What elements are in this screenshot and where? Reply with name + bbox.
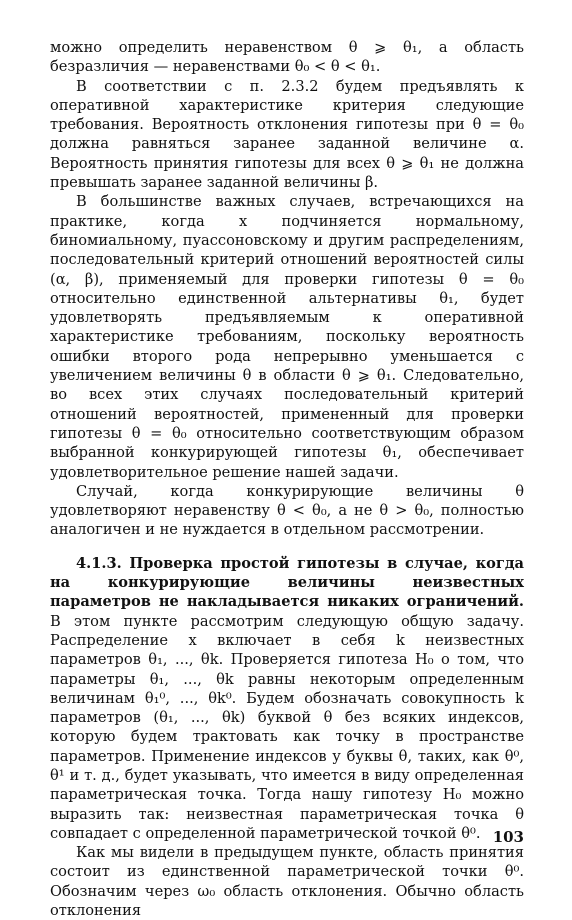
section-title: 4.1.3. Проверка простой гипотезы в случае, когда на конкурирующие величины неизвестных параметров не накладывается никаких ограничений. — [50, 554, 524, 611]
section-text: В этом пункте рассмотрим следующую общую задачу. Распределение x включает в себя k неизвестных параметров θ₁, ..., θk. Проверяется гипотеза H₀ о том, что параметры θ₁, ..., θk равны некоторым определенным величинам θ₁⁰, ..., θk⁰. Будем обозначать совокупность k параметров (θ₁, ..., θk) буквой θ без всяких индексов, которую будем трактовать как точку в пространстве параметров. Применение индексов у буквы θ, таких, как θ⁰, θ¹ и т. д., будет указывать, что имеется в виду определенная параметрическая точка. Тогда нашу гипотезу H₀ можно выразить так: неизвестная параметрическая точка θ совпадает с определенной параметрической точкой θ⁰. — [50, 612, 524, 842]
section-spacer — [50, 540, 524, 554]
paragraph-indifference-zone: можно определить неравенством θ ⩾ θ₁, а область безразличия — неравенствами θ₀ < θ < θ₁. — [50, 39, 524, 76]
paragraph-symmetric-case: Случай, когда конкурирующие величины θ удовлетворяют неравенству θ < θ₀, а не θ > θ₀, полностью аналогичен и не нуждается в отдельном рассмотрении. — [50, 482, 524, 539]
paragraph-acceptance-region: Как мы видели в предыдущем пункте, область принятия состоит из единственной параметрической точки θ⁰. Обозначим через ω₀ область отклонения. Обычно область отклонения — [50, 844, 524, 920]
paragraph-requirements: В соответствии с п. 2.3.2 будем предъявлять к оперативной характеристике критерия следующие требования. Вероятность отклонения гипотезы при θ = θ₀ должна равняться заранее заданной величине α. Вероятность принятия гипотезы для всех θ ⩾ θ₁ не должна превышать заранее заданной величины β. — [50, 77, 524, 192]
section-4-1-3 — [50, 554, 524, 843]
page-number: 103 — [492, 828, 524, 846]
paragraph-sequential-test: В большинстве важных случаев, встречающихся на практике, когда x подчиняется нормальному, биномиальному, пуассоновскому и другим распределениям, последовательный критерий отношений вероятностей силы (α, β), применяемый для проверки гипотезы θ = θ₀ относительно единственной альтернативы θ₁, будет удовлетворять предъявляемым к оперативной характеристике требованиям, поскольку вероятность ошибки второго рода непрерывно уменьшается с увеличением величины θ в области θ ⩾ θ₁. Следовательно, во всех этих случаях последовательный критерий отношений вероятностей, примененный для проверки гипотезы θ = θ₀ относительно соответствующим образом выбранной конкурирующей гипотезы θ₁, обеспечивает удовлетворительное решение нашей задачи. — [50, 193, 524, 481]
